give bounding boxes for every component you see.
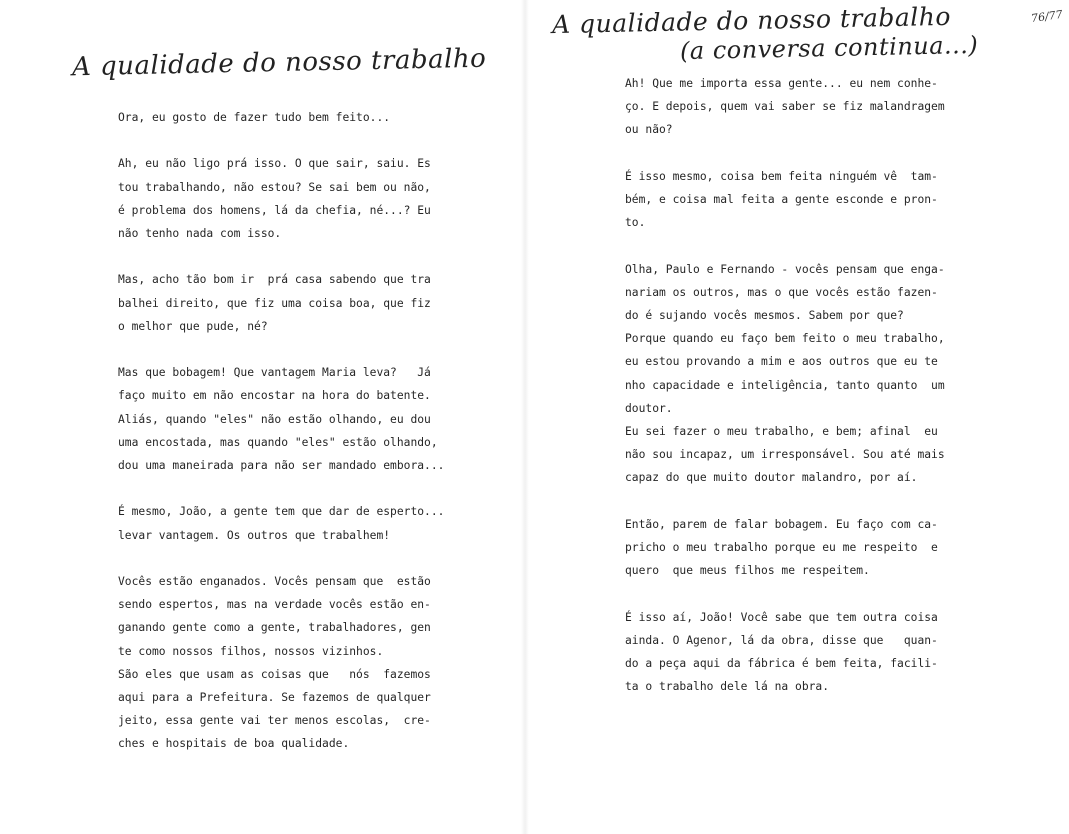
text-line: Vocês estão enganados. Vocês pensam que estão	[118, 574, 431, 588]
text-line: Eu sei fazer o meu trabalho, e bem; afinal eu	[625, 425, 938, 439]
left-page-text	[118, 106, 444, 756]
right-handwritten-subtitle: (a conversa continua...)	[679, 30, 979, 66]
text-line: o melhor que pude, né?	[118, 319, 268, 333]
paragraph	[625, 606, 945, 699]
text-line: jeito, essa gente vai ter menos escolas, cre-	[118, 714, 431, 728]
text-line: capaz do que muito doutor malandro, por aí.	[625, 471, 918, 485]
paragraph	[118, 106, 444, 129]
text-line: ta o trabalho dele lá na obra.	[625, 680, 830, 694]
text-line: São eles que usam as coisas que nós fazemos	[118, 667, 431, 681]
paragraph	[625, 258, 945, 420]
right-page	[530, 0, 1069, 834]
text-line: Então, parem de falar bobagem. Eu faço com ca-	[625, 517, 938, 531]
paragraph	[118, 500, 444, 546]
text-line: Mas que bobagem! Que vantagem Maria leva? Já	[118, 366, 431, 380]
text-line: nho capacidade e inteligência, tanto quanto um	[625, 378, 945, 392]
text-line: É isso mesmo, coisa bem feita ninguém vê tam-	[625, 169, 938, 183]
text-line: faço muito em não encostar na hora do batente.	[118, 389, 431, 403]
text-line: não sou incapaz, um irresponsável. Sou até mais	[625, 448, 945, 462]
text-line: ou não?	[625, 123, 673, 137]
text-line: bém, e coisa mal feita a gente esconde e pron-	[625, 193, 938, 206]
text-line: É mesmo, João, a gente tem que dar de esperto...	[118, 505, 445, 519]
paragraph	[118, 361, 444, 477]
paragraph	[625, 513, 945, 583]
text-line: quero que meus filhos me respeitem.	[625, 564, 870, 578]
paragraph	[118, 152, 444, 245]
text-line: eu estou provando a mim e aos outros que eu te	[625, 355, 938, 369]
right-handwritten-title: A qualidade do nosso trabalho	[551, 1, 952, 40]
text-line: Ora, eu gosto de fazer tudo bem feito...	[118, 111, 391, 124]
text-line: Mas, acho tão bom ir prá casa sabendo que tra	[118, 273, 431, 287]
text-line: não tenho nada com isso.	[118, 227, 282, 240]
text-line: do é sujando vocês mesmos. Sabem por que?	[625, 309, 904, 322]
page-gutter	[521, 0, 529, 834]
paragraph	[118, 268, 444, 338]
text-line: ganando gente como a gente, trabalhadores, gen	[118, 621, 431, 635]
paragraph	[625, 72, 945, 142]
text-line: uma encostada, mas quando "eles" estão olhando,	[118, 435, 438, 449]
page-number-mark: 76/77	[1030, 7, 1064, 26]
text-line: ches e hospitais de boa qualidade.	[118, 737, 350, 751]
text-line: dou uma maneirada para não ser mandado embora...	[118, 459, 445, 472]
right-page-text	[625, 72, 945, 698]
text-line: doutor.	[625, 401, 673, 415]
paragraph	[118, 570, 444, 663]
text-line: Ah! Que me importa essa gente... eu nem conhe-	[625, 77, 938, 90]
text-line: Aliás, quando "eles" não estão olhando, eu dou	[118, 412, 431, 426]
text-line: tou trabalhando, não estou? Se sai bem ou não,	[118, 180, 431, 194]
text-line: Ah, eu não ligo prá isso. O que sair, saiu. Es	[118, 157, 431, 171]
text-line: É isso aí, João! Você sabe que tem outra coisa	[625, 610, 938, 624]
text-line: é problema dos homens, lá da chefia, né...? Eu	[118, 203, 431, 217]
paragraph	[625, 420, 945, 490]
text-line: levar vantagem. Os outros que trabalhem!	[118, 528, 391, 542]
text-line: te como nossos filhos, nossos vizinhos.	[118, 644, 384, 658]
paragraph	[118, 663, 444, 756]
paragraph	[625, 165, 945, 235]
text-line: Olha, Paulo e Fernando - vocês pensam que enga-	[625, 262, 945, 276]
text-line: ainda. O Agenor, lá da obra, disse que quan-	[625, 633, 938, 647]
text-line: pricho o meu trabalho porque eu me respeito e	[625, 541, 938, 555]
left-page	[0, 0, 520, 834]
text-line: to.	[625, 216, 646, 230]
text-line: do a peça aqui da fábrica é bem feita, facili-	[625, 657, 938, 671]
text-line: ço. E depois, quem vai saber se fiz malandragem	[625, 100, 945, 114]
text-line: balhei direito, que fiz uma coisa boa, que fiz	[118, 296, 431, 310]
text-line: nariam os outros, mas o que vocês estão fazen-	[625, 285, 938, 299]
text-line: aqui para a Prefeitura. Se fazemos de qualquer	[118, 691, 431, 704]
text-line: sendo espertos, mas na verdade vocês estão en-	[118, 598, 431, 612]
left-handwritten-title: A qualidade do nosso trabalho	[71, 43, 487, 83]
text-line: Porque quando eu faço bem feito o meu trabalho,	[625, 332, 945, 346]
